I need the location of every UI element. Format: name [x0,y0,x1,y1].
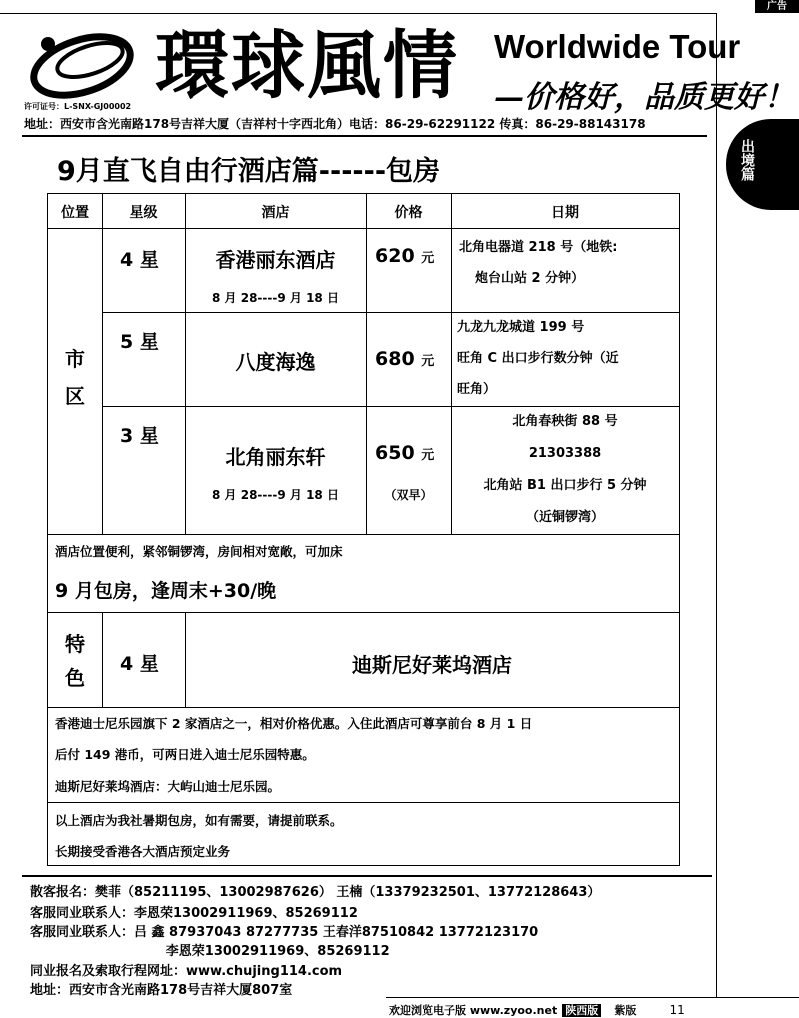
row3-location-line3: 北角站 B1 出口步行 5 分钟 [483,478,647,493]
frame-right-line [716,13,717,998]
row1-location-line2: 炮台山站 2 分钟） [475,271,585,286]
disney-note-1: 香港迪士尼乐园旗下 2 家酒店之一，相对价格优惠。入住此酒店可尊享前台 8 月 1 日 [55,716,533,731]
header-location: 位置 [61,205,89,221]
header-row-line [48,228,679,229]
row1-star: 4 星 [120,249,159,271]
row-line-4 [48,612,679,613]
outbound-side-tab [726,119,799,210]
header-rule [22,135,707,137]
page-number: 11 [669,1003,685,1017]
row2-price-value: 680 [375,348,415,370]
row3-location-line2: 21303388 [528,446,602,461]
brand-slogan: —价格好，品质更好！ [494,80,794,115]
special-hotel: 迪斯尼好莱坞酒店 [352,653,512,677]
disney-note-2: 后付 149 港币，可两日进入迪士尼乐园特惠。 [55,747,315,762]
license-number: 许可证号：L-SNX-GJ00002 [24,102,132,111]
row1-price-value: 620 [375,245,415,267]
row2-location-line1: 九龙九龙城道 199 号 [457,320,585,335]
contact-line-3: 客服同业联系人：吕 鑫 87937043 87277735 王春洋87510842 13772123170 [30,925,539,940]
row2-location-line2: 旺角 C 出口步行数分钟（近 [457,351,619,366]
col-line-3 [366,194,367,534]
footer-bar [389,999,799,1017]
hotel-table [47,193,680,866]
row3-price-note: （双早） [384,488,433,502]
row1-date: 8 月 28----9 月 18 日 [212,291,339,305]
row-line-3 [48,534,679,535]
contact-line-2: 客服同业联系人：李恩荣13002911969、85269112 [30,906,358,921]
row-line-5 [48,707,679,708]
row3-date: 8 月 28----9 月 18 日 [212,488,339,502]
closing-note-1: 以上酒店为我社暑期包房，如有需要，请提前联系。 [55,813,343,828]
row3-location-line4: （近铜锣湾） [525,510,604,525]
frame-top-line [0,13,716,14]
contact-line-5: 同业报名及索取行程网址：www.chujing114.com [30,964,343,979]
row-line-6 [48,802,679,803]
contact-line-4: 李恩荣13002911969、85269112 [30,944,390,959]
contacts-rule [22,875,712,877]
brand-title-cn: 環球風情 [155,23,459,109]
globe-logo-icon [26,26,138,102]
row1-location-line1: 北角电器道 218 号（地铁: [459,240,618,255]
row3-price-value: 650 [375,442,415,464]
special-col-line-1 [102,612,103,707]
ad-tag: 广告 [755,0,799,13]
row3-price-unit: 元 [421,448,435,463]
contact-line-1: 散客报名：樊菲（85211195、13002987626） 王楠（13379232501、13772128643） [30,885,601,900]
footer-site[interactable]: 欢迎浏览电子版 www.zyoo.net [389,1004,558,1017]
side-tab-label: 出境篇 [739,139,755,181]
contact-line-6: 地址：西安市含光南路178号吉祥大厦807室 [30,983,293,998]
package-note: 9 月包房，逢周末+30/晚 [55,580,277,602]
special-label-1: 特 [65,632,85,656]
brand-title-en: Worldwide Tour [494,28,741,65]
header-price: 价格 [394,205,423,221]
area-label-city: 市 [65,347,85,371]
hotel-note: 酒店位置便利，紧邻铜锣湾，房间相对宽敞，可加床 [55,544,343,559]
footer-rule [386,997,799,998]
special-star: 4 星 [120,653,159,675]
row2-star: 5 星 [120,331,159,353]
disney-note-3: 迪斯尼好莱坞酒店：大屿山迪士尼乐园。 [55,779,281,794]
row2-location-line3: 旺角） [457,382,497,397]
section-title: 9月直飞自由行酒店篇------包房 [57,156,441,187]
footer-edition: 紫版 [614,1004,637,1017]
row1-price-unit: 元 [421,251,435,266]
header-date: 日期 [551,205,579,221]
row-line-1 [102,312,679,313]
special-label-2: 色 [65,666,85,690]
area-label-district: 区 [65,384,85,408]
row2-price [375,348,434,370]
row1-hotel: 香港丽东酒店 [215,248,336,272]
row2-hotel: 八度海逸 [235,350,316,374]
row3-price [375,442,434,464]
header-stars: 星级 [129,205,158,221]
row1-price [375,245,434,267]
row3-location-line1: 北角春秧街 88 号 [512,414,618,429]
row3-hotel: 北角丽东轩 [225,445,326,469]
header-address: 地址：西安市含光南路178号吉祥大厦（吉祥村十字西北角）电话：86-29-62291122 传真：86-29-88143178 [24,117,646,131]
col-line-1 [102,194,103,534]
row3-star: 3 星 [120,425,159,447]
row2-price-unit: 元 [421,354,435,369]
header-hotel: 酒店 [261,205,290,221]
footer-badge: 陕西版 [562,1004,601,1017]
closing-note-2: 长期接受香港各大酒店预定业务 [55,844,231,859]
